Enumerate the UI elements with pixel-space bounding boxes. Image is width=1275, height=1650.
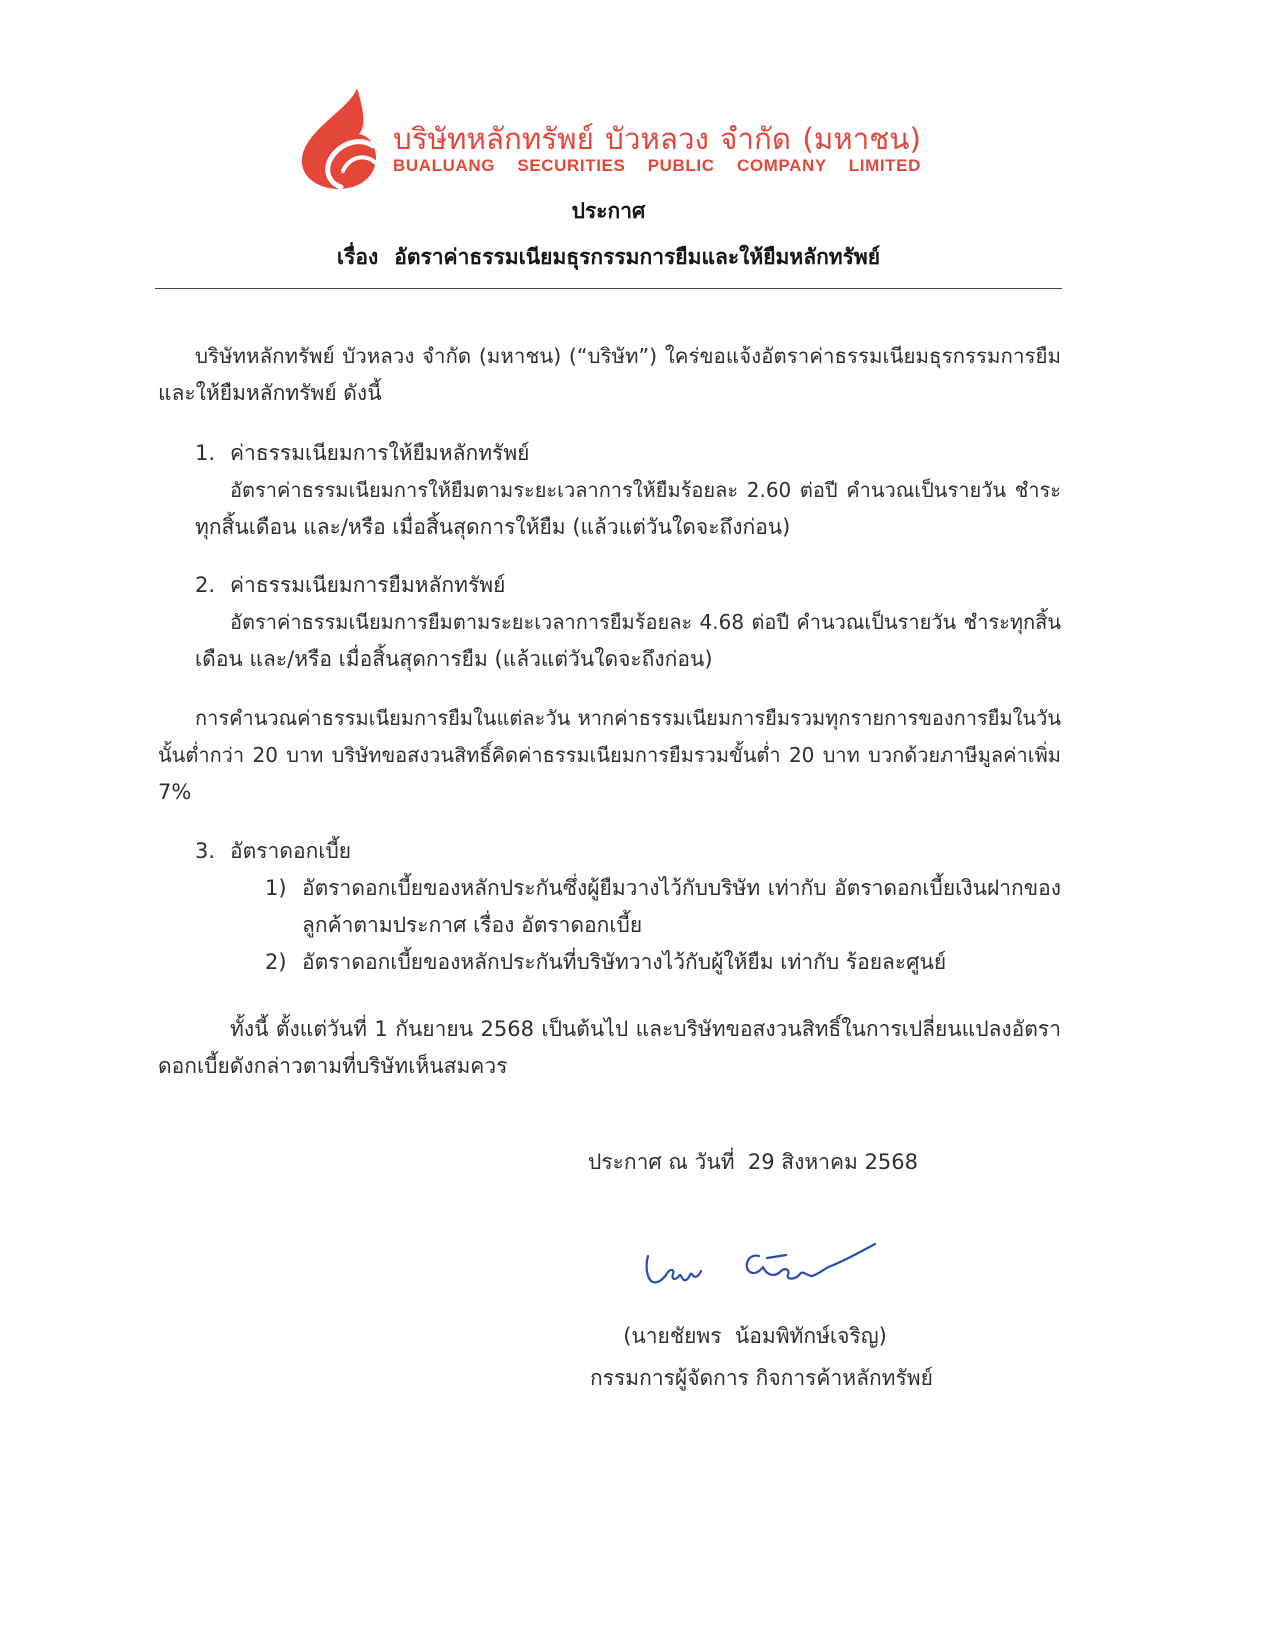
fee-item-lending: [158, 435, 1061, 546]
item-heading-row: [158, 833, 1061, 870]
announcement-date: ประกาศ ณ วันที่ 29 สิงหาคม 2568: [588, 1149, 919, 1174]
company-name-thai: บริษัทหลักทรัพย์ บัวหลวง จำกัด (มหาชน): [393, 122, 921, 156]
announcement-title: ประกาศ: [571, 199, 646, 223]
item-line: อัตราค่าธรรมเนียมการให้ยืมตามระยะเวลาการให้ยืมร้อยละ 2.60 ต่อปี คำนวณเป็นรายวัน ชำระ: [230, 477, 1061, 502]
sub-item-line: ลูกค้าตามประกาศ เรื่อง อัตราดอกเบี้ย: [302, 912, 643, 937]
item-heading-row: [158, 567, 1061, 604]
announcement-body: [158, 338, 1061, 1397]
interest-item: [158, 833, 1061, 981]
sub-item-text: อัตราดอกเบี้ยของหลักประกันซึ่งผู้ยืมวางไว้กับบริษัท เท่ากับ อัตราดอกเบี้ยเงินฝากของ: [302, 875, 1061, 900]
sub-item-number: 2): [265, 949, 287, 974]
subject-divider: [155, 288, 1062, 289]
subject-text: อัตราค่าธรรมเนียมธุรกรรมการยืมและให้ยืมหลักทรัพย์: [394, 245, 881, 269]
intro-line: และให้ยืมหลักทรัพย์ ดังนี้: [158, 381, 382, 405]
minimum-fee-paragraph: [158, 700, 1061, 811]
item-heading: ค่าธรรมเนียมการให้ยืมหลักทรัพย์: [230, 440, 530, 465]
fee-item-borrowing: [158, 567, 1061, 678]
sub-item-line: [158, 944, 1061, 981]
sub-item-number: 1): [265, 875, 287, 900]
fee-note-line: นั้นต่ำกว่า 20 บาท บริษัทขอสงวนสิทธิ์คิดค่าธรรมเนียมการยืมรวมขั้นต่ำ 20 บาท บวกด้วยภาษีมูลค่าเพิ่ม: [158, 742, 1061, 767]
item-line: เดือน และ/หรือ เมื่อสิ้นสุดการยืม (แล้วแต่วันใดจะถึงก่อน): [195, 646, 713, 671]
item-line: อัตราค่าธรรมเนียมการยืมตามระยะเวลาการยืมร้อยละ 4.68 ต่อปี คำนวณเป็นรายวัน ชำระทุกสิ้น: [230, 609, 1061, 634]
item-heading: อัตราดอกเบี้ย: [230, 838, 352, 863]
handwritten-signature-icon: [640, 1236, 880, 1296]
fee-note-line: การคำนวณค่าธรรมเนียมการยืมในแต่ละวัน หากค่าธรรมเนียมการยืมรวมทุกรายการของการยืมในวัน: [195, 705, 1061, 730]
company-name-english: BUALUANG SECURITIES PUBLIC COMPANY LIMITED: [393, 156, 921, 175]
item-heading: ค่าธรรมเนียมการยืมหลักทรัพย์: [230, 572, 506, 597]
intro-line: บริษัทหลักทรัพย์ บัวหลวง จำกัด (มหาชน) (“บริษัท”) ใคร่ขอแจ้งอัตราค่าธรรมเนียมธุรกรรมการยืม: [195, 344, 1061, 368]
bualuang-flame-logo-icon: [299, 86, 379, 190]
closing-line: ดอกเบี้ยดังกล่าวตามที่บริษัทเห็นสมควร: [158, 1053, 508, 1078]
item-number: 3.: [195, 838, 216, 863]
item-number: 1.: [195, 440, 216, 465]
item-line: ทุกสิ้นเดือน และ/หรือ เมื่อสิ้นสุดการให้ยืม (แล้วแต่วันใดจะถึงก่อน): [195, 514, 791, 539]
item-number: 2.: [195, 572, 216, 597]
sub-item-text: อัตราดอกเบี้ยของหลักประกันที่บริษัทวางไว้กับผู้ให้ยืม เท่ากับ ร้อยละศูนย์: [302, 949, 947, 974]
signatory-name: (นายชัยพร น้อมพิทักษ์เจริญ): [623, 1323, 887, 1348]
closing-paragraph: [158, 1011, 1061, 1085]
intro-paragraph: [158, 338, 1061, 412]
fee-note-line: 7%: [158, 779, 192, 804]
subject-label: เรื่อง: [336, 245, 379, 269]
closing-line: ทั้งนี้ ตั้งแต่วันที่ 1 กันยายน 2568 เป็นต้นไป และบริษัทขอสงวนสิทธิ์ในการเปลี่ยนแปลงอัตรา: [230, 1016, 1061, 1041]
sub-item-line: [158, 870, 1061, 907]
announcement-subject: [155, 239, 1062, 276]
signatory-block: [590, 1318, 933, 1397]
item-heading-row: [158, 435, 1061, 472]
signatory-title: กรรมการผู้จัดการ กิจการค้าหลักทรัพย์: [590, 1365, 933, 1390]
